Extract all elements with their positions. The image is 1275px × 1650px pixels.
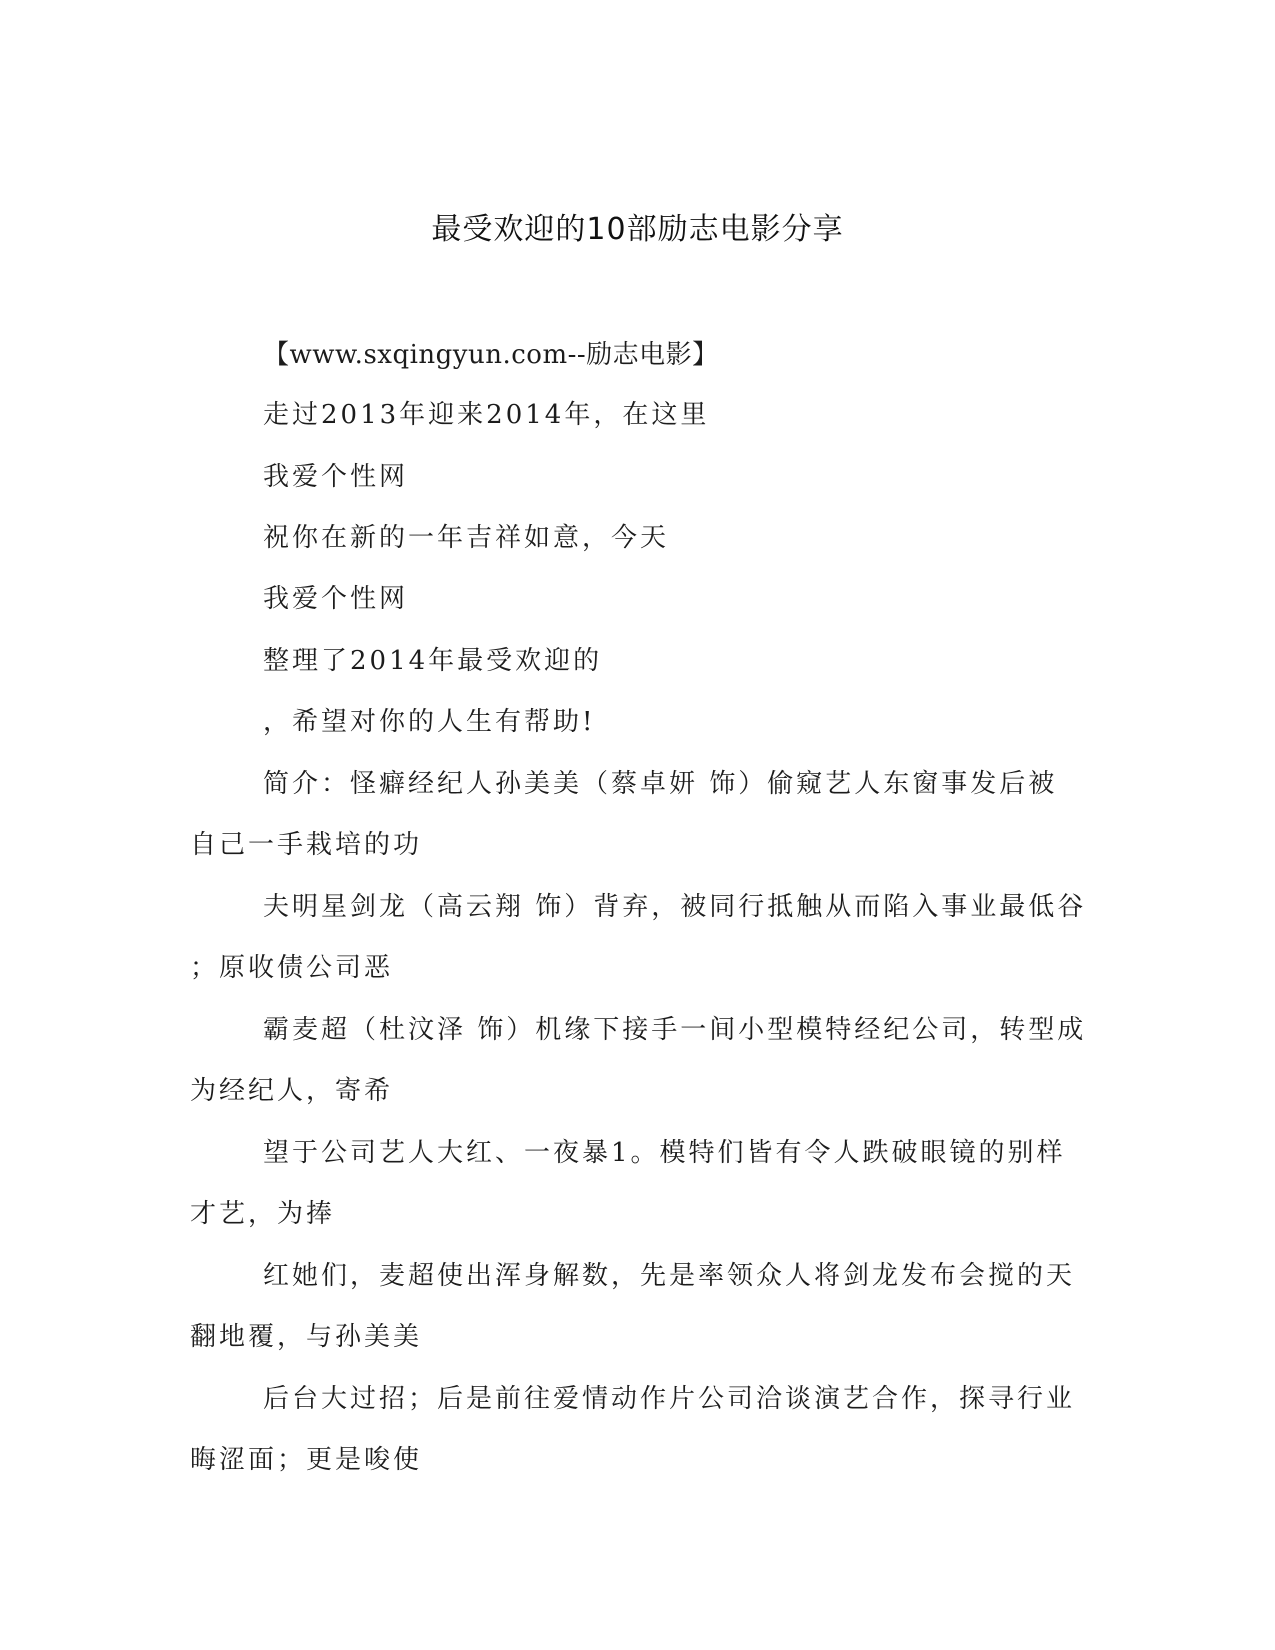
synopsis-line: 才艺，为捧 [190,1199,336,1229]
synopsis-line: 翻地覆，与孙美美 [190,1322,423,1352]
paragraph-line: 祝你在新的一年吉祥如意，今天 [263,523,670,553]
paragraph-line: ，希望对你的人生有帮助! [263,707,596,737]
source-tag-line: 【www.sxqingyun.com--励志电影】 [263,340,719,370]
synopsis-line: 霸麦超（杜汶泽 饰）机缘下接手一间小型模特经纪公司，转型成 [263,1015,1087,1045]
paragraph-line: 走过2013年迎来2014年，在这里 [263,400,710,430]
synopsis-line: ；原收债公司恶 [190,953,394,983]
synopsis-line: 自己一手栽培的功 [190,830,423,860]
synopsis-line: 后台大过招；后是前往爱情动作片公司洽谈演艺合作，探寻行业 [263,1384,1076,1414]
paragraph-line: 我爱个性网 [263,462,409,492]
paragraph-line: 整理了2014年最受欢迎的 [263,646,603,676]
synopsis-line: 望于公司艺人大红、一夜暴1。模特们皆有令人跌破眼镜的别样 [263,1138,1066,1168]
synopsis-line: 简介：怪癖经纪人孙美美（蔡卓妍 饰）偷窥艺人东窗事发后被 [263,769,1058,799]
document-title: 最受欢迎的10部励志电影分享 [431,212,844,247]
synopsis-line: 晦涩面；更是唆使 [190,1445,423,1475]
paragraph-line: 我爱个性网 [263,584,409,614]
synopsis-line: 夫明星剑龙（高云翔 饰）背弃，被同行抵触从而陷入事业最低谷 [263,892,1087,922]
synopsis-line: 红她们，麦超使出浑身解数，先是率领众人将剑龙发布会搅的天 [263,1261,1076,1291]
synopsis-line: 为经纪人，寄希 [190,1076,394,1106]
